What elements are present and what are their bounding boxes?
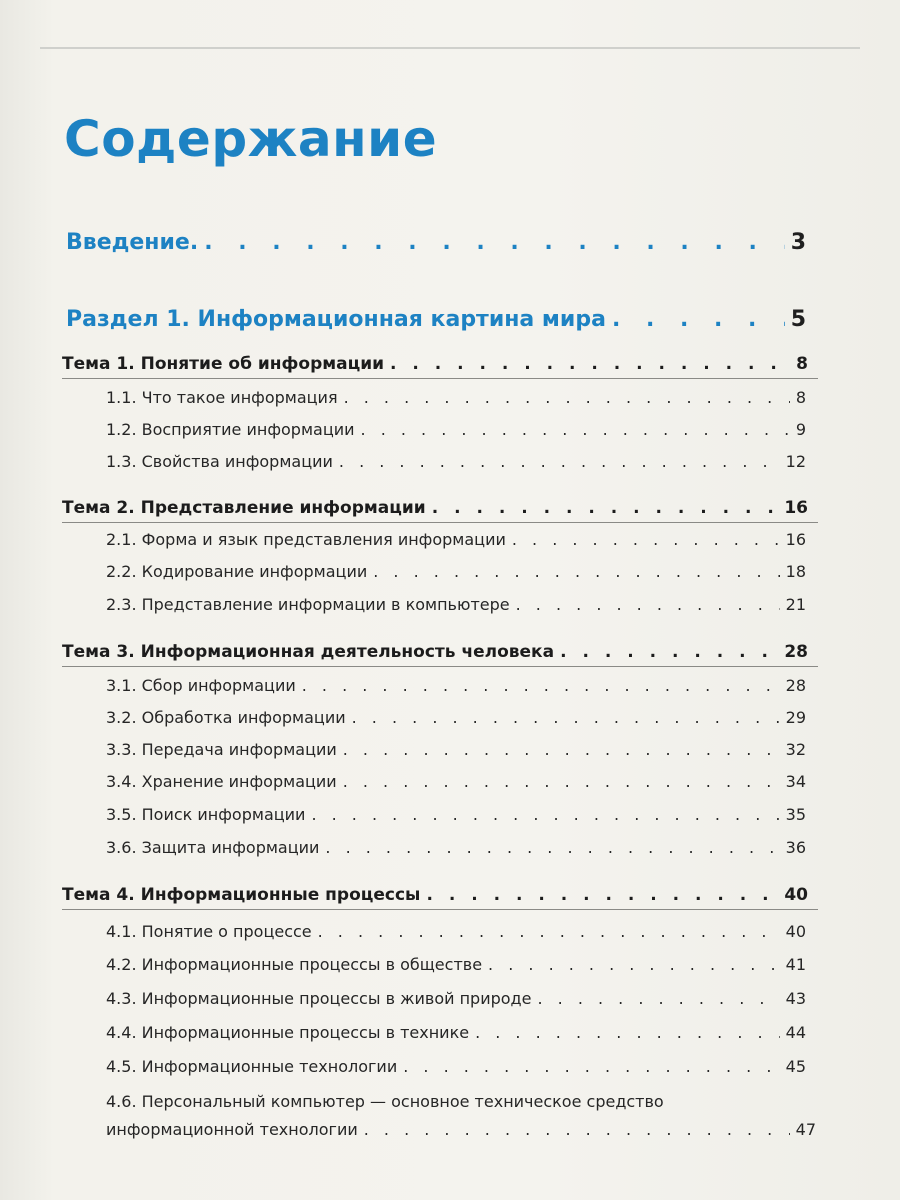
toc-item[interactable] [106,595,806,614]
toc-item-page: 40 [785,922,806,941]
toc-item-page: 32 [785,740,806,759]
toc-section-label: Раздел 1. Информационная картина мира [66,307,606,332]
leader-dots [403,1057,779,1076]
toc-item-page: 21 [785,595,806,614]
toc-item[interactable] [106,420,806,439]
leader-dots [325,838,779,857]
leader-dots [560,642,778,662]
leader-dots [364,1120,790,1139]
toc-item[interactable] [106,452,806,471]
toc-item-label: 1.3. Свойства информации [106,452,333,471]
leader-dots [343,740,780,759]
toc-item-label: 3.5. Поиск информации [106,805,306,824]
toc-item[interactable] [106,530,806,549]
toc-item-label: 4.1. Понятие о процессе [106,922,312,941]
toc-item-label: 3.1. Сбор информации [106,676,296,695]
toc-intro-label: Введение. [66,230,199,255]
toc-item-page: 36 [785,838,806,857]
toc-item-page: 29 [785,708,806,727]
toc-topic-3[interactable] [62,642,808,662]
toc-item-page: 45 [785,1057,806,1076]
topic-divider [62,909,818,910]
leader-dots [390,354,790,374]
toc-topic-page: 40 [784,885,808,905]
leader-dots [612,307,785,332]
leader-dots [426,885,778,905]
toc-topic-label: Тема 3. Информационная деятельность человека [62,642,555,662]
toc-item-label: 2.1. Форма и язык представления информации [106,530,506,549]
toc-item[interactable] [106,1057,806,1076]
toc-item-label: 2.3. Представление информации в компьютере [106,595,510,614]
leader-dots [339,452,780,471]
toc-item-page: 9 [795,420,806,439]
toc-item-label: 3.6. Защита информации [106,838,320,857]
toc-topic-4[interactable] [62,885,808,905]
leader-dots [373,562,779,581]
toc-item-label: 4.3. Информационные процессы в живой природе [106,989,532,1008]
toc-topic-label: Тема 4. Информационные процессы [62,885,421,905]
toc-item[interactable] [106,562,806,581]
toc-topic-page: 16 [784,498,808,518]
toc-item-page: 47 [795,1120,816,1139]
leader-dots [344,388,790,407]
toc-topic-2[interactable] [62,498,808,518]
toc-item-label: 4.4. Информационные процессы в технике [106,1023,470,1042]
toc-topic-label: Тема 2. Представление информации [62,498,426,518]
toc-item-page: 28 [785,676,806,695]
leader-dots [352,708,780,727]
leader-dots [318,922,780,941]
toc-item-line-1[interactable]: 4.6. Персональный компьютер — основное техническое средство [106,1092,664,1111]
toc-topic-page: 8 [796,354,808,374]
toc-item[interactable] [106,740,806,759]
toc-item-page: 16 [785,530,806,549]
toc-item-page: 34 [785,772,806,791]
toc-item-label: 3.4. Хранение информации [106,772,337,791]
toc-item[interactable] [106,1023,806,1042]
toc-item[interactable] [106,676,806,695]
toc-item-label: 3.2. Обработка информации [106,708,346,727]
leader-dots [516,595,780,614]
toc-item-page: 44 [785,1023,806,1042]
toc-section-page: 5 [790,307,806,332]
page-title: Содержание [64,110,438,168]
toc-item-label: информационной технологии [106,1120,358,1139]
toc-item-label: 1.1. Что такое информация [106,388,338,407]
topic-divider [62,522,818,523]
toc-item[interactable] [106,388,806,407]
leader-dots [537,989,779,1008]
leader-dots [302,676,780,695]
toc-intro[interactable] [66,230,806,255]
toc-intro-page: 3 [790,230,806,255]
toc-item-label: 3.3. Передача информации [106,740,337,759]
toc-item[interactable] [106,708,806,727]
toc-topic-page: 28 [784,642,808,662]
leader-dots [311,805,779,824]
leader-dots [204,230,784,255]
toc-section-1[interactable] [66,307,806,332]
toc-item-label: 2.2. Кодирование информации [106,562,368,581]
leader-dots [512,530,780,549]
toc-item[interactable] [106,805,806,824]
toc-item-page: 41 [785,955,806,974]
toc-item-page: 35 [785,805,806,824]
toc-item-page: 8 [795,388,806,407]
leader-dots [475,1023,780,1042]
leader-dots [432,498,779,518]
toc-item[interactable] [106,838,806,857]
leader-dots [361,420,790,439]
toc-item-page: 12 [785,452,806,471]
toc-topic-label: Тема 1. Понятие об информации [62,354,385,374]
toc-item-label: 4.5. Информационные технологии [106,1057,398,1076]
toc-item-label: 4.2. Информационные процессы в обществе [106,955,483,974]
toc-item[interactable] [106,955,806,974]
toc-item[interactable] [106,1120,816,1139]
toc-item-page: 18 [785,562,806,581]
leader-dots [343,772,780,791]
toc-item[interactable] [106,922,806,941]
toc-topic-1[interactable] [62,354,808,374]
toc-item-page: 43 [785,989,806,1008]
toc-item-label: 1.2. Восприятие информации [106,420,355,439]
topic-divider [62,666,818,667]
toc-item[interactable] [106,989,806,1008]
toc-item[interactable] [106,772,806,791]
leader-dots [488,955,780,974]
topic-divider [62,378,818,379]
